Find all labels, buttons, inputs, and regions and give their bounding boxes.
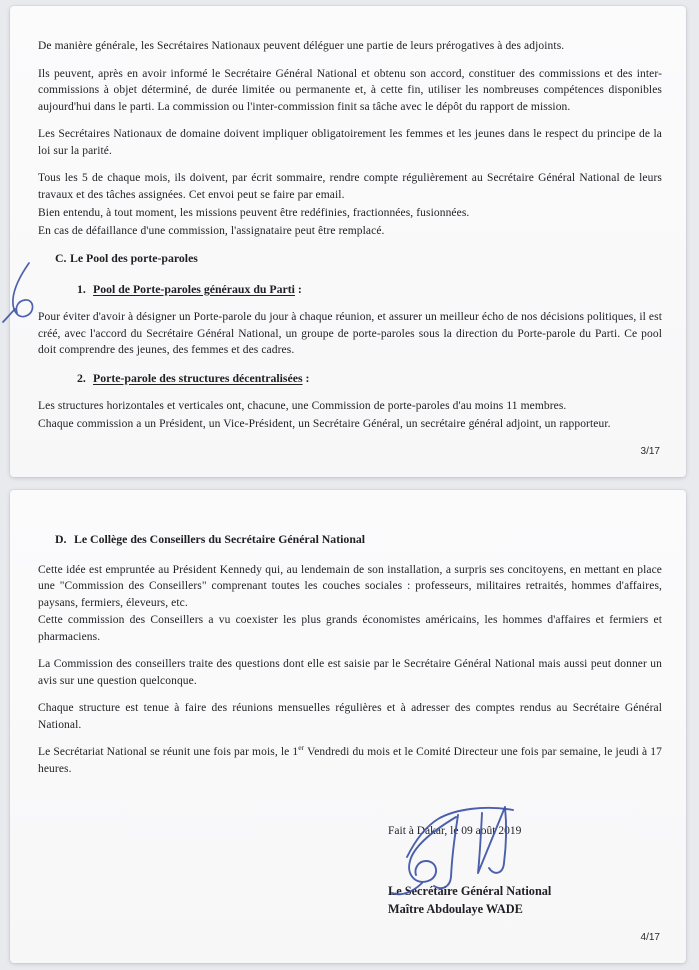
heading-letter: D. <box>55 532 67 546</box>
paragraph-composition: Chaque commission a un Président, un Vice-Président, un Secrétaire Général, un secrétaire général adjoint, un rapporteur. <box>38 417 611 430</box>
subheading-number: 2. <box>77 370 86 385</box>
paragraph-reunions: Chaque structure est tenue à faire des réunions mensuelles régulières et à adresser des comptes rendus au Secrétaire Général National. <box>38 702 662 731</box>
heading-text: Le Collège des Conseillers du Secrétaire Général National <box>74 532 366 546</box>
subheading-structures-decentralisees <box>38 370 662 387</box>
section-heading-d <box>38 531 662 548</box>
paragraph-defaillance: En cas de défaillance d'une commission, l'assignataire peut être remplacé. <box>38 224 385 237</box>
heading-text: Le Pool des porte-paroles <box>70 251 198 265</box>
signatory-title: Le Secrétaire Général National <box>388 883 552 898</box>
paragraph-missions: Bien entendu, à tout moment, les missions peuvent être redéfinies, fractionnées, fusionnées. <box>38 207 470 219</box>
paragraph-structures: Les structures horizontales et verticales ont, chacune, une Commission de porte-paroles d'au moins 11 membres. <box>38 400 567 412</box>
heading-letter: C. <box>55 251 67 265</box>
paragraph-delegation: De manière générale, les Secrétaires Nationaux peuvent déléguer une partie de leurs prérogatives à des adjoints. <box>38 40 565 52</box>
subheading-number: 1. <box>77 281 86 296</box>
ordinal-superscript: er <box>298 743 305 753</box>
paragraph-secretariat <box>38 744 662 777</box>
section-heading-c <box>38 250 662 267</box>
secretariat-text-2: Vendredi du mois et le Comité Directeur une fois par semaine, le jeudi à 17 heures. <box>38 746 663 775</box>
page-number: 3/17 <box>640 446 660 457</box>
signatory-name: Maître Abdoulaye WADE <box>388 901 523 916</box>
paragraph-compte-rendu: Tous les 5 de chaque mois, ils doivent, par écrit sommaire, rendre compte régulièrement au Secrétaire Général National de leurs travaux et des tâches assignées. Cet envoi peut se faire par email. <box>38 172 662 201</box>
closing-block <box>388 823 662 918</box>
document-page-4 <box>10 490 686 963</box>
handwritten-mark-icon <box>2 256 42 331</box>
secretariat-text-1: Le Secrétariat National se réunit une fois par mois, le 1 <box>38 746 299 758</box>
subheading-text: Porte-parole des structures décentralisées <box>93 370 303 385</box>
paragraph-commissions: Ils peuvent, après en avoir informé le Secrétaire Général National et obtenu son accord, constituer des commissions et des inter-commissions à objet déterminé, de durée limitée ou permanente et, à cette fin, utiliser les nombreuses compétences disponibles aujourd'hui dans le parti. La commission ou l'inter-commission finit sa tâche avec le dépôt du rapport de mission. <box>38 67 662 113</box>
paragraph-saisine: La Commission des conseillers traite des questions dont elle est saisie par le Secrétaire Général National mais aussi peut donner un avis sur une question quelconque. <box>38 658 662 687</box>
document-page-3 <box>10 6 686 477</box>
subheading-pool-general <box>38 281 662 298</box>
paragraph-parite: Les Secrétaires Nationaux de domaine doivent impliquer obligatoirement les femmes et les jeunes dans le respect du principe de la loi sur la parité. <box>38 128 662 157</box>
subheading-colon: : <box>302 370 310 385</box>
signatory-block <box>388 882 662 918</box>
paragraph-coexister: Cette commission des Conseillers a vu coexister les plus grands économistes américains, les hommes d'affaires et fermiers et pharmaciens. <box>38 614 662 643</box>
paragraph-pool: Pour éviter d'avoir à désigner un Porte-parole du jour à chaque réunion, et assurer un meilleur écho de nos décisions politiques, il est créé, avec l'accord du Secrétaire Général National, un groupe de porte-paroles sous la direction du Porte-parole du Parti. Ce pool doit comprendre des jeunes, des femmes et des cadres. <box>38 311 662 356</box>
subheading-colon: : <box>294 281 302 296</box>
date-line: Fait à Dakar, le 09 août 2019 <box>388 825 522 837</box>
page-number: 4/17 <box>640 932 660 943</box>
paragraph-kennedy: Cette idée est empruntée au Président Kennedy qui, au lendemain de son installation, a surpris ses concitoyens, en mettant en place une "Commission des Conseillers" comprenant toutes les couches sociales : professeurs, militaires retraités, hommes d'affaires, paysans, fermiers, éleveurs, etc. <box>38 563 662 609</box>
subheading-text: Pool de Porte-paroles généraux du Parti <box>93 281 295 296</box>
